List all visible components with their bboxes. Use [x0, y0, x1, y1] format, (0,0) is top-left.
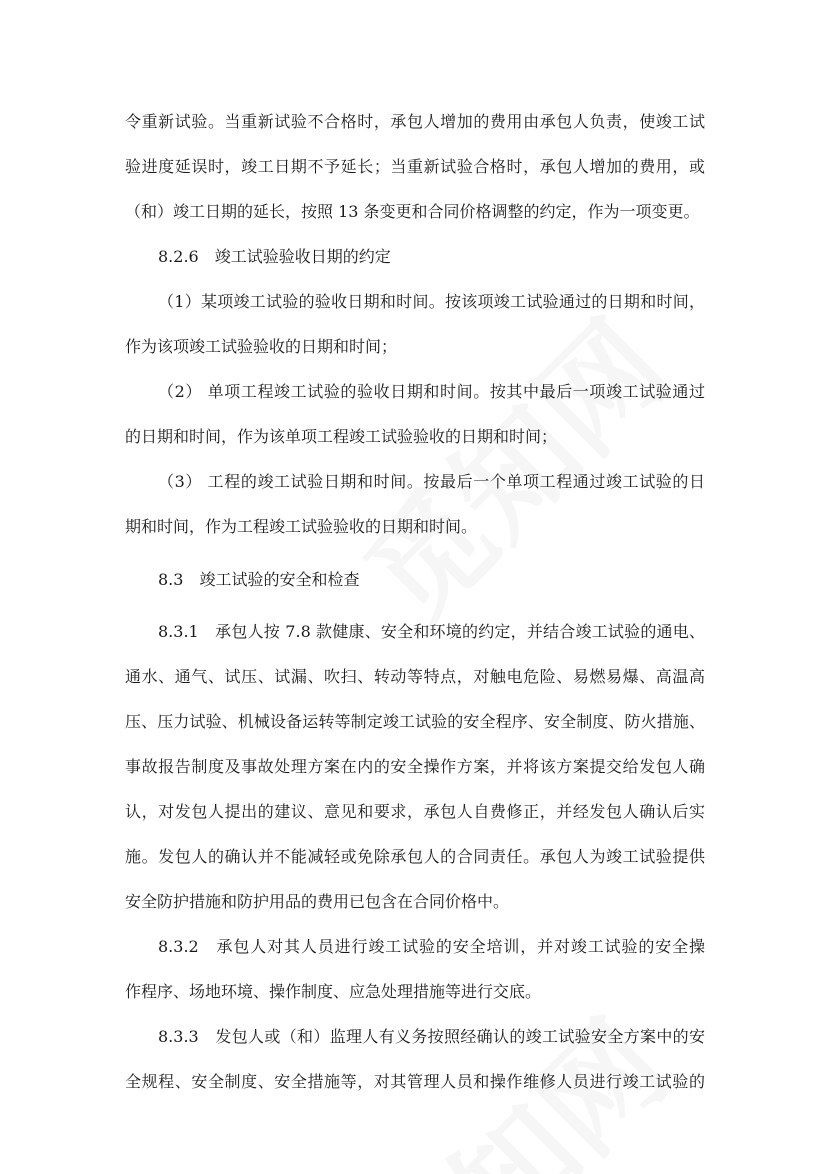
body-text-line: 安全防护措施和防护用品的费用已包含在合同价格中。 [125, 892, 510, 911]
body-text-line: 通水、通气、试压、试漏、吹扫、转动等特点，对触电危险、易燃易爆、高温高 [125, 667, 705, 686]
body-text-line: 令重新试验。当重新试验不合格时，承包人增加的费用由承包人负责，使竣工试 [125, 112, 705, 131]
body-text-line: 8.3.1 承包人按 7.8 款健康、安全和环境的约定，并结合竣工试验的通电、 [158, 622, 705, 641]
body-text-line: 8.3.2 承包人对其人员进行竣工试验的安全培训，并对竣工试验的安全操 [158, 937, 705, 956]
body-text-line: 作程序、场地环境、操作制度、应急处理措施等进行交底。 [125, 982, 542, 1001]
section-heading: 8.2.6 竣工试验验收日期的约定 [158, 247, 391, 266]
body-text-line: 的日期和时间，作为该单项工程竣工试验验收的日期和时间； [125, 427, 558, 446]
body-text-line: （3） 工程的竣工试验日期和时间。按最后一个单项工程通过竣工试验的日 [158, 472, 705, 491]
body-text-line: 验进度延误时，竣工日期不予延长；当重新试验合格时，承包人增加的费用，或 [125, 157, 705, 176]
body-text-line: （和）竣工日期的延长，按照 13 条变更和合同价格调整的约定，作为一项变更。 [125, 202, 700, 221]
body-text-line: 事故报告制度及事故处理方案在内的安全操作方案，并将该方案提交给发包人确 [125, 757, 705, 776]
body-text-line: 施。发包人的确认并不能减轻或免除承包人的合同责任。承包人为竣工试验提供 [125, 847, 705, 866]
body-text-line: 压、压力试验、机械设备运转等制定竣工试验的安全程序、安全制度、防火措施、 [125, 712, 705, 731]
body-text-line: 认，对发包人提出的建议、意见和要求，承包人自费修正，并经发包人确认后实 [125, 802, 705, 821]
section-heading: 8.3 竣工试验的安全和检查 [158, 570, 360, 589]
body-text-line: 8.3.3 发包人或（和）监理人有义务按照经确认的竣工试验安全方案中的安 [158, 1027, 705, 1046]
body-text-line: （2） 单项工程竣工试验的验收日期和时间。按其中最后一项竣工试验通过 [158, 382, 705, 401]
body-text-line: 作为该项竣工试验验收的日期和时间； [125, 337, 398, 356]
body-text-line: 期和时间，作为工程竣工试验验收的日期和时间。 [125, 517, 478, 536]
body-text-line: （1）某项竣工试验的验收日期和时间。按该项竣工试验通过的日期和时间， [158, 292, 705, 311]
body-text-line: 全规程、安全制度、安全措施等，对其管理人员和操作维修人员进行竣工试验的 [125, 1072, 705, 1091]
